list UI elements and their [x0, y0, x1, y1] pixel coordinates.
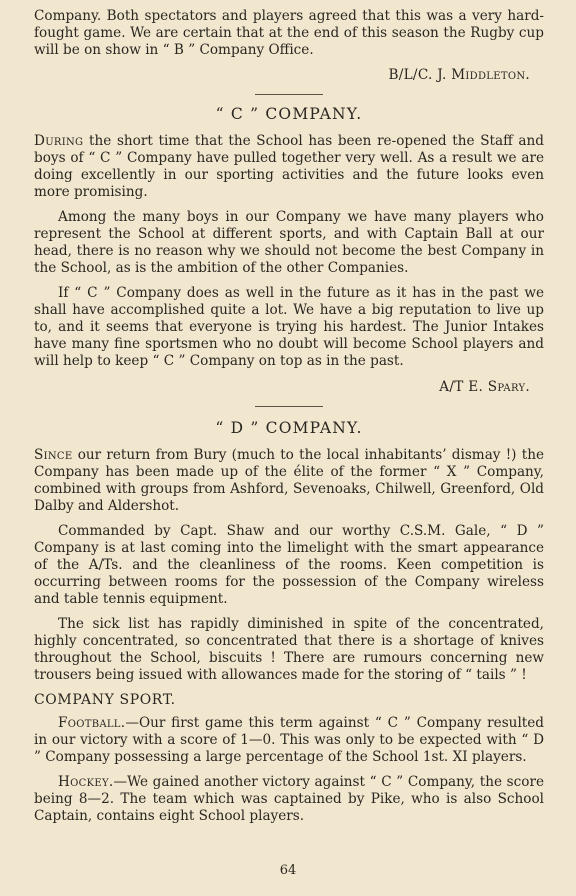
c-company-paragraph-3: If “ C ” Company does as well in the future as it has in the past we shall have accomplished quite a lot. We have a big reputation to live up to, and it seems that everyone is trying his hardest. The Junior Intakes have many fine sportsmen who no doubt will become School players and will help to keep “ C ” Company on top as in the past. — [34, 285, 544, 369]
football-lead: Football. — [58, 715, 126, 731]
d-company-lead-word: Since — [34, 447, 73, 463]
c-company-signature: A/T E. Spary. — [439, 379, 530, 395]
c-company-paragraph-2: Among the many boys in our Company we have many players who represent the School at different sports, and with Captain Ball at our head, there is no reason why we should not become the best Company in the School, as is the ambition of the other Companies. — [34, 209, 544, 276]
page-number: 64 — [279, 863, 297, 878]
section-divider — [255, 94, 323, 95]
d-company-paragraph-1 — [34, 447, 544, 515]
hockey-paragraph — [34, 774, 544, 825]
football-text: —Our first game this term against “ C ” Company resulted in our victory with a score of 1—0. This was only to be expected with “ D ” Company possessing a large percentage of the School 1st. XI players. — [34, 715, 544, 765]
hockey-text: —We gained another victory against “ C ” Company, the score being 8—2. The team which was captained by Pike, who is also School Captain, contains eight School players. — [34, 774, 544, 824]
d-company-heading: “ D ” COMPANY. — [215, 419, 363, 437]
c-company-paragraph-1 — [34, 133, 544, 201]
section-divider — [255, 406, 323, 407]
c-company-heading: “ C ” COMPANY. — [215, 105, 363, 123]
d-company-paragraph-1-text: our return from Bury (much to the local inhabitants’ dismay !) the Company has been made up of the élite of the former “ X ” Company, combined with groups from Ashford, Sevenoaks, Chilwell, Greenford, Old Dalby and Aldershot. — [34, 447, 544, 514]
football-paragraph — [34, 715, 544, 766]
c-company-paragraph-1-text: the short time that the School has been re-opened the Staff and boys of “ C ” Company have pulled together very well. As a result we are doing excellently in our sporting activities and the future looks even more promising. — [34, 133, 544, 200]
c-company-lead-word: During — [34, 133, 84, 149]
b-company-closing-paragraph: Company. Both spectators and players agreed that this was a very hard-fought game. We are certain that at the end of this season the Rugby cup will be on show in “ B ” Company Office. — [34, 8, 544, 58]
company-sport-heading: COMPANY SPORT. — [34, 692, 176, 708]
hockey-lead: Hockey. — [58, 774, 114, 790]
d-company-paragraph-3: The sick list has rapidly diminished in spite of the concentrated, highly concentrated, so concentrated that there is a shortage of knives throughout the School, biscuits ! There are rumours concerning new trousers being issued with allowances made for the storing of “ tails ” ! — [34, 616, 544, 683]
b-company-signature: B/L/C. J. Middleton. — [388, 67, 530, 83]
d-company-paragraph-2: Commanded by Capt. Shaw and our worthy C.S.M. Gale, “ D ” Company is at last coming into the limelight with the smart appearance of the A/Ts. and the cleanliness of the rooms. Keen competition is occurring between rooms for the possession of the Company wireless and table tennis equipment. — [34, 523, 544, 607]
